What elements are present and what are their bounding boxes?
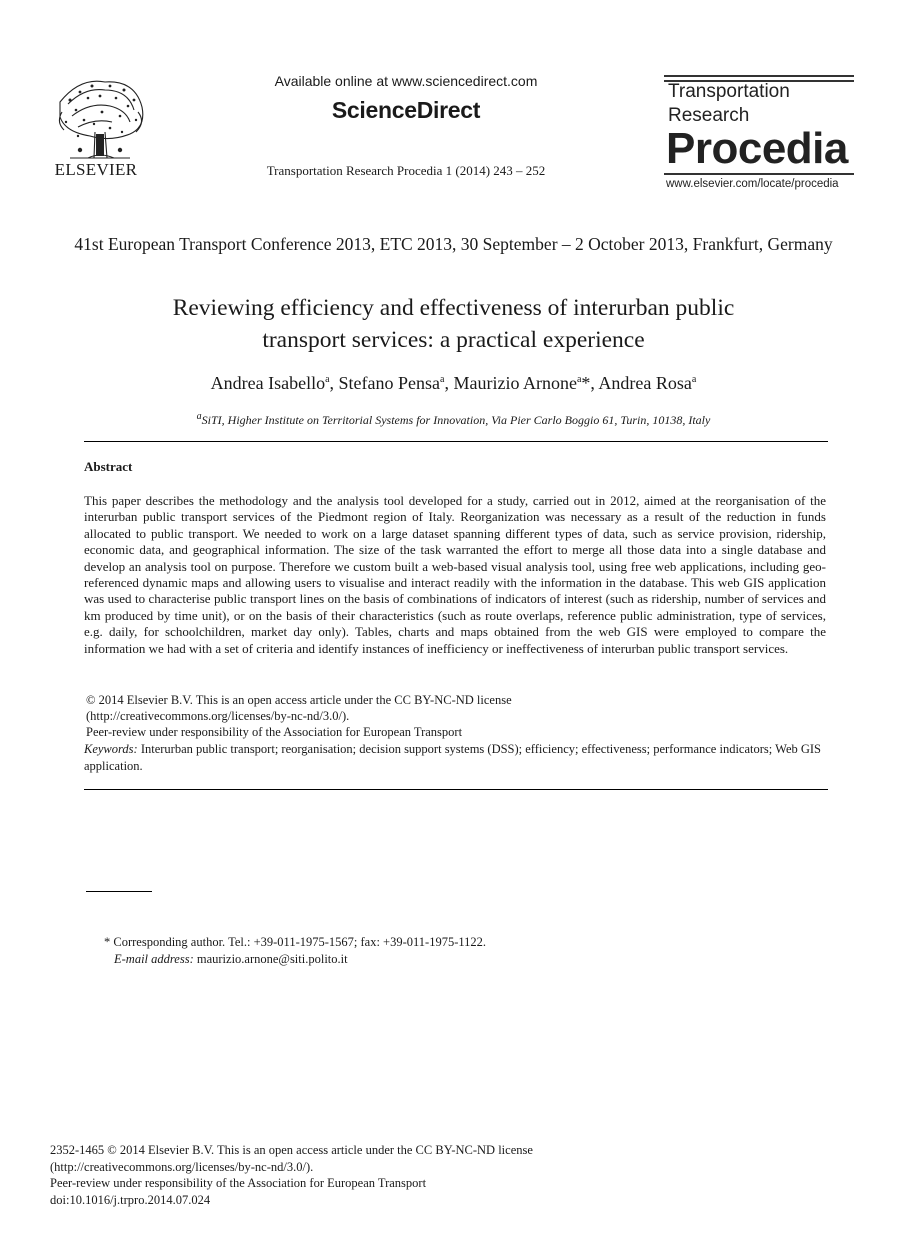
author-name: Andrea Rosa <box>598 373 692 393</box>
author-affiliation-mark: a <box>691 374 697 385</box>
keywords-label: Keywords: <box>84 742 138 756</box>
journal-logo <box>664 75 854 193</box>
publisher-name: ELSEVIER <box>54 160 138 179</box>
author-name: Stefano Pensa <box>338 373 441 393</box>
journal-url: www.elsevier.com/locate/procedia <box>666 178 839 190</box>
journal-logo-line2: Research <box>668 105 750 126</box>
bottom-license-link[interactable]: (http://creativecommons.org/licenses/by-nc-nd/3.0/). <box>50 1159 314 1174</box>
author-affiliation-mark: a <box>325 374 330 385</box>
abstract-body: This paper describes the methodology and the analysis tool developed for a study, carried out in 2012, aimed at the reorganisation of the interurban public transport services of the Piedmont region of Italy. Reorganization was necessary as a result of the reduction in funds allocated to public transport. We needed to work on a large dataset spanning different types of data, such as service provision, ridership, economic data, and geographical information. The size of the task warranted the effort to merge all those data into a single database and develop an analysis tool on purpose. Therefore we custom built a web-based visual analysis tool, using free web applications, including geo-referenced dynamic maps and allowing users to visualise and interact readily with the information in the database. This web GIS application was used to characterise public transport lines on the basis of combinations of indicators of interest (such as ridership, number of services and km produced by time unit), or on the basis of their characteristics (such as route overlaps, reference public administration, type of services, e.g. daily, for schoolchildren, market day only). Tables, charts and maps obtained from the web GIS were employed to compare the information we had with a set of criteria and identify instances of inefficiency or ineffectiveness of interurban public transport services. <box>84 493 826 656</box>
paper-title-line2: transport services: a practical experience <box>262 327 645 353</box>
issn-copyright-line: 2352-1465 © 2014 Elsevier B.V. This is an open access article under the CC BY-NC-ND license <box>50 1143 533 1157</box>
author-affiliation-mark: a <box>440 374 445 385</box>
journal-logo-line3: Procedia <box>666 124 848 173</box>
author-separator: , <box>590 373 599 393</box>
author-separator: , <box>329 373 339 393</box>
footnote <box>104 934 486 967</box>
copyright-line: © 2014 Elsevier B.V. This is an open access article under the CC BY-NC-ND license <box>86 693 512 707</box>
journal-logo-line1: Transportation <box>668 81 790 102</box>
journal-reference: Transportation Research Procedia 1 (2014) 243 – 252 <box>266 163 546 178</box>
sciencedirect-logo: ScienceDirect <box>331 97 481 123</box>
corresponding-author-footnote: * Corresponding author. Tel.: +39-011-1975-1567; fax: +39-011-1975-1122. <box>104 935 487 949</box>
affiliation-mark: a <box>196 411 202 422</box>
journal-logo-rule-bottom <box>664 173 854 175</box>
keywords-text: Interurban public transport; reorganisation; decision support systems (DSS); efficiency; effectiveness; performance indicators; Web GIS application. <box>84 742 822 773</box>
doi[interactable]: doi:10.1016/j.trpro.2014.07.024 <box>50 1192 211 1207</box>
author-list <box>70 373 837 394</box>
abstract-heading: Abstract <box>84 459 133 474</box>
divider-top <box>84 441 828 442</box>
available-online-text: Available online at www.sciencedirect.com <box>274 73 538 89</box>
peer-review-line: Peer-review under responsibility of the Association for European Transport <box>86 725 463 739</box>
email-address[interactable]: maurizio.arnone@siti.polito.it <box>196 951 348 966</box>
paper-title <box>70 292 837 356</box>
bottom-peer-review: Peer-review under responsibility of the Association for European Transport <box>50 1176 427 1190</box>
keywords <box>84 741 826 774</box>
affiliation <box>70 411 837 428</box>
author-affiliation-mark: a <box>576 374 582 385</box>
bottom-info <box>50 1142 533 1208</box>
email-label: E-mail address: <box>114 951 194 966</box>
email-footnote <box>104 951 486 968</box>
author-name: Maurizio Arnone <box>453 373 577 393</box>
divider-bottom <box>84 789 828 790</box>
license-link[interactable]: (http://creativecommons.org/licenses/by-nc-nd/3.0/). <box>86 709 350 723</box>
author-name: Andrea Isabello <box>210 373 326 393</box>
conference-line: 41st European Transport Conference 2013, ETC 2013, 30 September – 2 October 2013, Frankfurt, Germany <box>74 234 833 254</box>
affiliation-text: SiTI, Higher Institute on Territorial Systems for Innovation, Via Pier Carlo Boggio 61, Turin, 10138, Italy <box>201 413 711 427</box>
corresponding-author-mark: * <box>581 373 591 393</box>
author-separator: , <box>444 373 454 393</box>
footnote-rule <box>86 891 152 892</box>
journal-logo-rule-top <box>664 75 854 77</box>
paper-title-line1: Reviewing efficiency and effectiveness of interurban public <box>172 295 735 321</box>
